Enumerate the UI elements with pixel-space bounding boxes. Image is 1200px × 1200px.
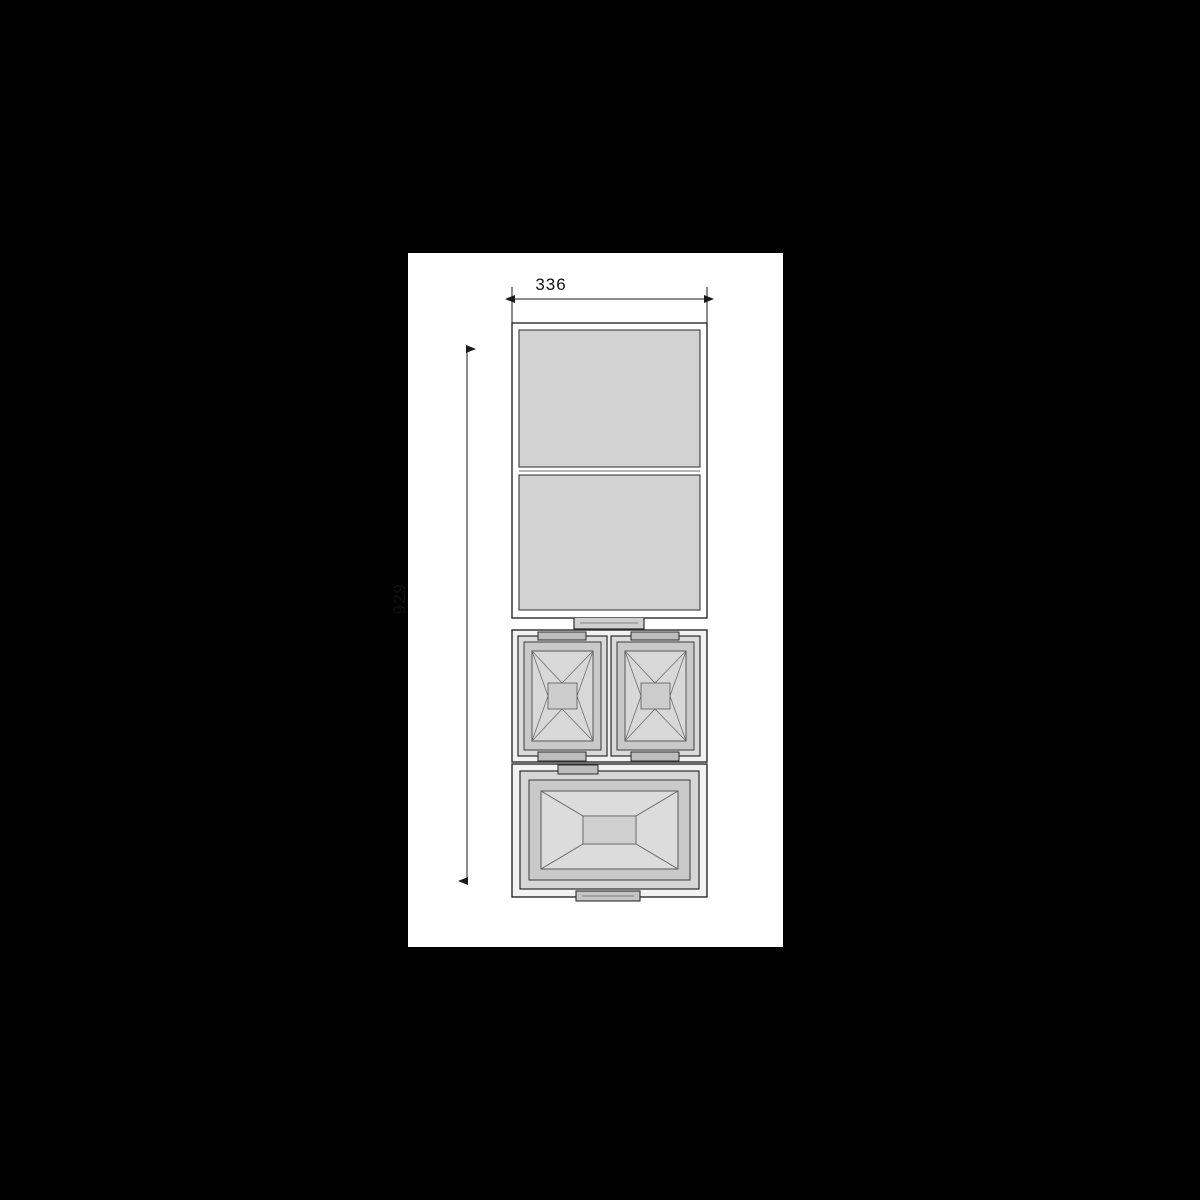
bin-row-small [512, 630, 707, 762]
bin-small-right [611, 632, 700, 761]
height-dimension-label: 929 [390, 583, 409, 615]
bin-small-left [518, 632, 607, 761]
lid-handle [574, 618, 644, 629]
bin-large [512, 764, 707, 901]
technical-drawing-canvas [390, 253, 783, 947]
lid-upper [512, 323, 707, 618]
width-dimension-label: 336 [535, 275, 567, 294]
